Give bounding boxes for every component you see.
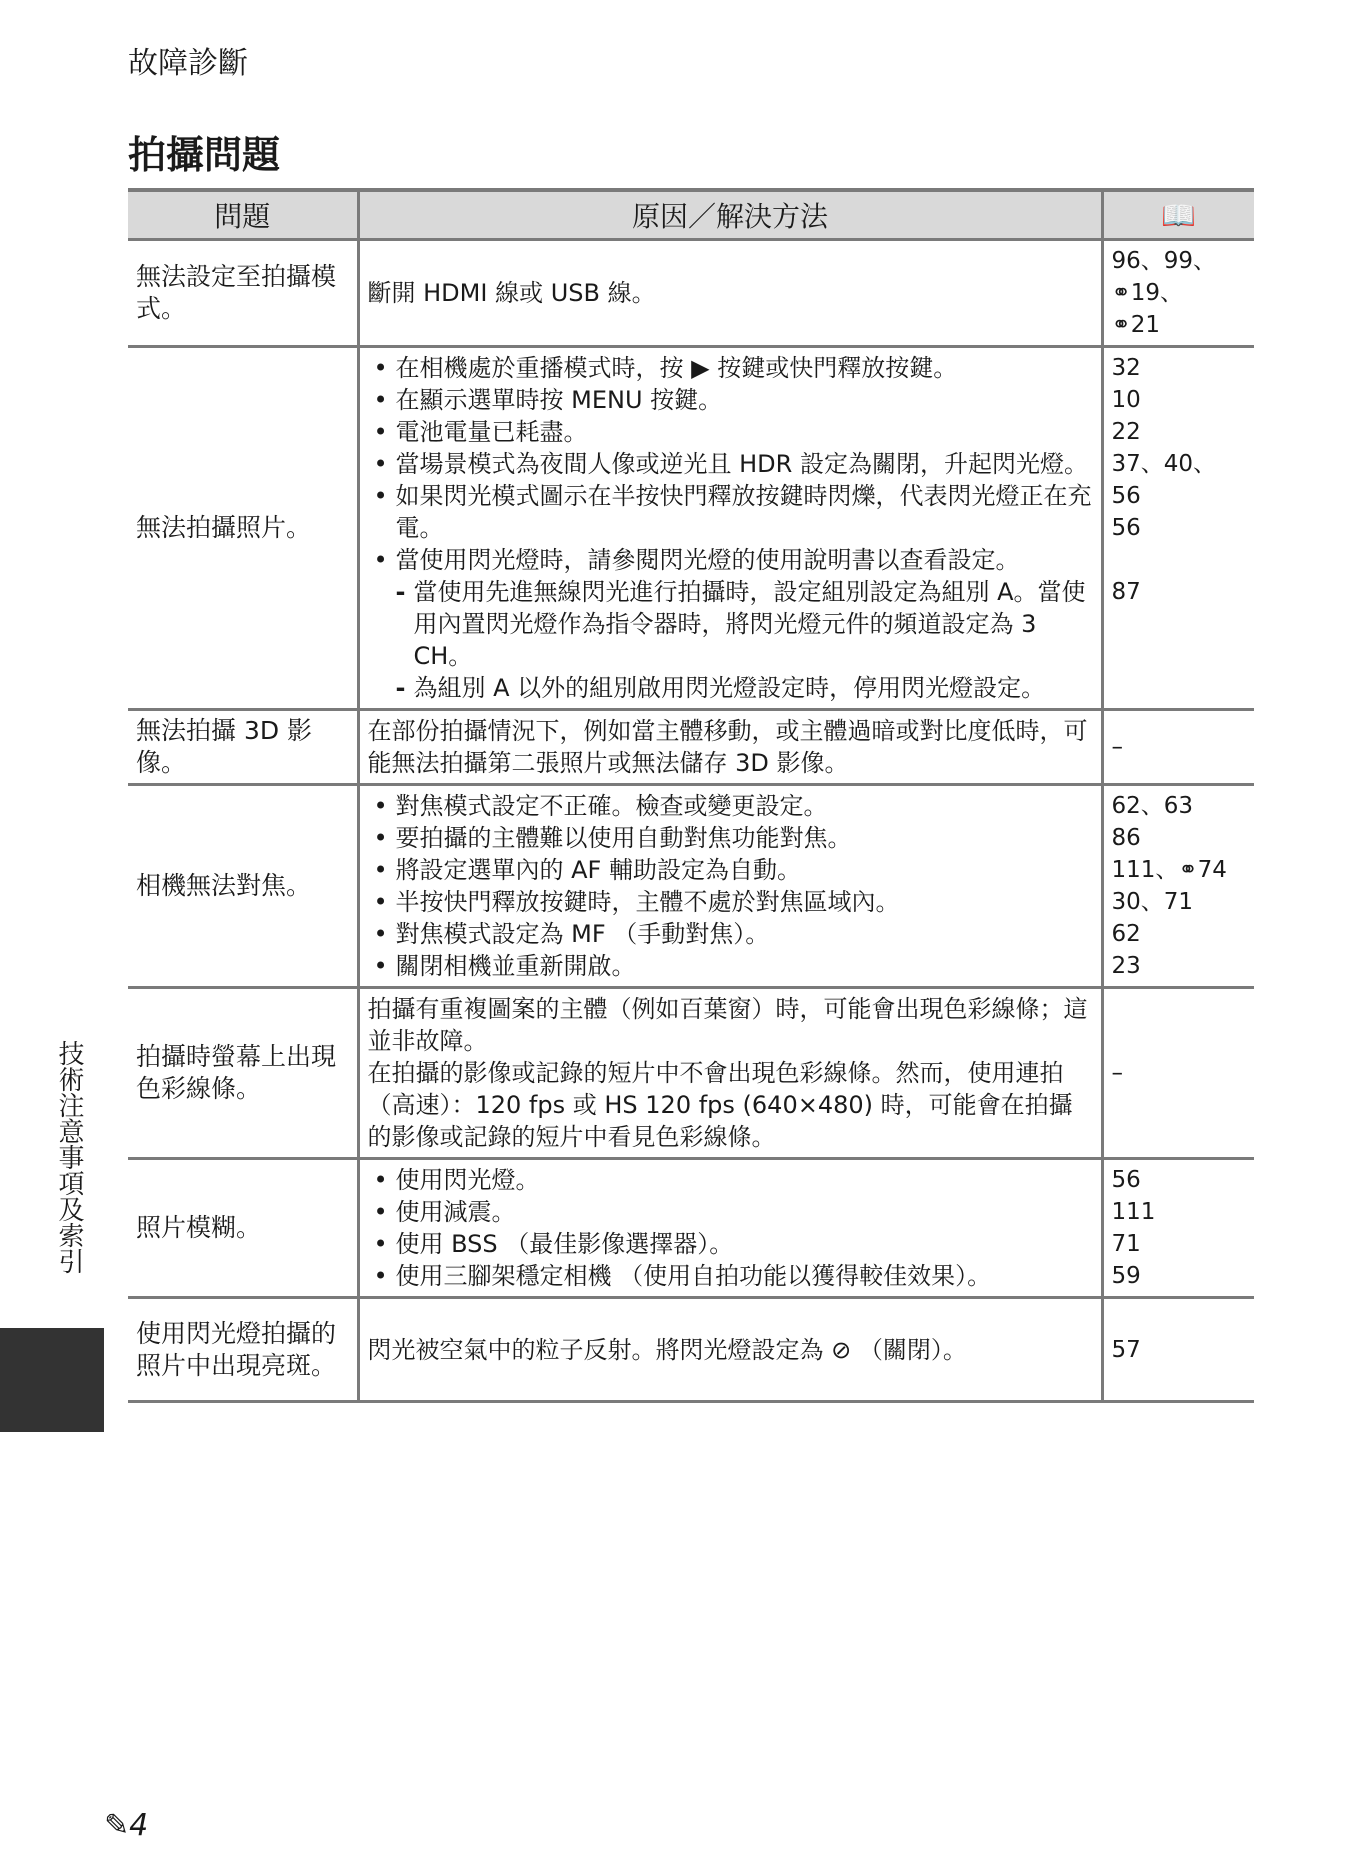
table-row bbox=[128, 1298, 1254, 1402]
reference-cell: 32 10 22 37、40、 56 56 87 bbox=[1102, 347, 1254, 710]
problem-cell: 無法拍攝 3D 影像。 bbox=[128, 710, 358, 785]
section-title: 拍攝問題 bbox=[128, 133, 281, 177]
list-item: • 使用三腳架穩定相機 （使用自拍功能以獲得較佳效果）。 bbox=[396, 1260, 1093, 1292]
sub-list-item: - 當使用先進無線閃光進行拍攝時，設定組別設定為組別 A。當使用內置閃光燈作為指令器時，將閃光燈元件的頻道設定為 3 CH。 bbox=[414, 576, 1093, 672]
header-solution: 原因／解決方法 bbox=[358, 190, 1102, 240]
table-row bbox=[128, 988, 1254, 1159]
problem-cell: 照片模糊。 bbox=[128, 1159, 358, 1298]
problem-cell: 無法設定至拍攝模式。 bbox=[128, 240, 358, 347]
table-row bbox=[128, 785, 1254, 988]
list-item: • 在相機處於重播模式時，按 ▶ 按鍵或快門釋放按鍵。 bbox=[396, 352, 1093, 384]
solution-cell bbox=[358, 1159, 1102, 1298]
problem-cell: 無法拍攝照片。 bbox=[128, 347, 358, 710]
list-item: • 當使用閃光燈時，請參閱閃光燈的使用說明書以查看設定。 bbox=[396, 544, 1093, 576]
list-item: • 電池電量已耗盡。 bbox=[396, 416, 1093, 448]
list-item: • 關閉相機並重新開啟。 bbox=[396, 950, 1093, 982]
list-item: • 如果閃光模式圖示在半按快門釋放按鍵時閃爍，代表閃光燈正在充電。 bbox=[396, 480, 1093, 544]
troubleshooting-table bbox=[128, 188, 1254, 1403]
solution-cell bbox=[358, 988, 1102, 1159]
table-row bbox=[128, 710, 1254, 785]
solution-cell: 在部份拍攝情況下，例如當主體移動，或主體過暗或對比度低時，可能無法拍攝第二張照片或無法儲存 3D 影像。 bbox=[358, 710, 1102, 785]
table-row bbox=[128, 347, 1254, 710]
solution-cell bbox=[358, 347, 1102, 710]
list-item: • 當場景模式為夜間人像或逆光且 HDR 設定為關閉，升起閃光燈。 bbox=[396, 448, 1093, 480]
list-item: • 在顯示選單時按 MENU 按鍵。 bbox=[396, 384, 1093, 416]
reference-cell: 62、63 86 111、⚭74 30、71 62 23 bbox=[1102, 785, 1254, 988]
reference-cell: 96、99、 ⚭19、 ⚭21 bbox=[1102, 240, 1254, 347]
list-item: • 要拍攝的主體難以使用自動對焦功能對焦。 bbox=[396, 822, 1093, 854]
solution-cell: 閃光被空氣中的粒子反射。將閃光燈設定為 ⊘ （關閉）。 bbox=[358, 1298, 1102, 1402]
list-item: • 使用減震。 bbox=[396, 1196, 1093, 1228]
paragraph: 在拍攝的影像或記錄的短片中不會出現色彩線條。然而，使用連拍（高速）：120 fps 或 HS 120 fps (640×480) 時，可能會在拍攝的影像或記錄的短片中看見色彩線條。 bbox=[367, 1059, 1073, 1151]
header-title: 故障診斷 bbox=[128, 46, 248, 81]
list-item: • 將設定選單內的 AF 輔助設定為自動。 bbox=[396, 854, 1093, 886]
sidebar-tab-marker bbox=[0, 1328, 104, 1432]
problem-cell: 使用閃光燈拍攝的照片中出現亮斑。 bbox=[128, 1298, 358, 1402]
list-item: • 使用 BSS （最佳影像選擇器）。 bbox=[396, 1228, 1093, 1260]
technical-notes-icon: ✎ bbox=[104, 1808, 130, 1843]
table-row bbox=[128, 240, 1254, 347]
list-item: • 對焦模式設定不正確。檢查或變更設定。 bbox=[396, 790, 1093, 822]
solution-cell: 斷開 HDMI 線或 USB 線。 bbox=[358, 240, 1102, 347]
table-header-row bbox=[128, 190, 1254, 240]
solution-cell bbox=[358, 785, 1102, 988]
page-number: ✎4 bbox=[104, 1808, 149, 1843]
problem-cell: 相機無法對焦。 bbox=[128, 785, 358, 988]
list-item: • 對焦模式設定為 MF （手動對焦）。 bbox=[396, 918, 1093, 950]
header-reference-book-icon: 📖 bbox=[1102, 190, 1254, 240]
list-item: • 半按快門釋放按鍵時，主體不處於對焦區域內。 bbox=[396, 886, 1093, 918]
sub-list-item: - 為組別 A 以外的組別啟用閃光燈設定時，停用閃光燈設定。 bbox=[414, 672, 1093, 704]
list-item: • 使用閃光燈。 bbox=[396, 1164, 1093, 1196]
problem-cell: 拍攝時螢幕上出現色彩線條。 bbox=[128, 988, 358, 1159]
header-problem: 問題 bbox=[128, 190, 358, 240]
paragraph: 拍攝有重複圖案的主體（例如百葉窗）時，可能會出現色彩線條；這並非故障。 bbox=[367, 995, 1088, 1055]
reference-cell: – bbox=[1102, 710, 1254, 785]
sidebar-section-label: 技術注意事項及索引 bbox=[54, 1040, 84, 1274]
reference-cell: – bbox=[1102, 988, 1254, 1159]
reference-cell: 57 bbox=[1102, 1298, 1254, 1402]
reference-cell: 56 111 71 59 bbox=[1102, 1159, 1254, 1298]
table-row bbox=[128, 1159, 1254, 1298]
